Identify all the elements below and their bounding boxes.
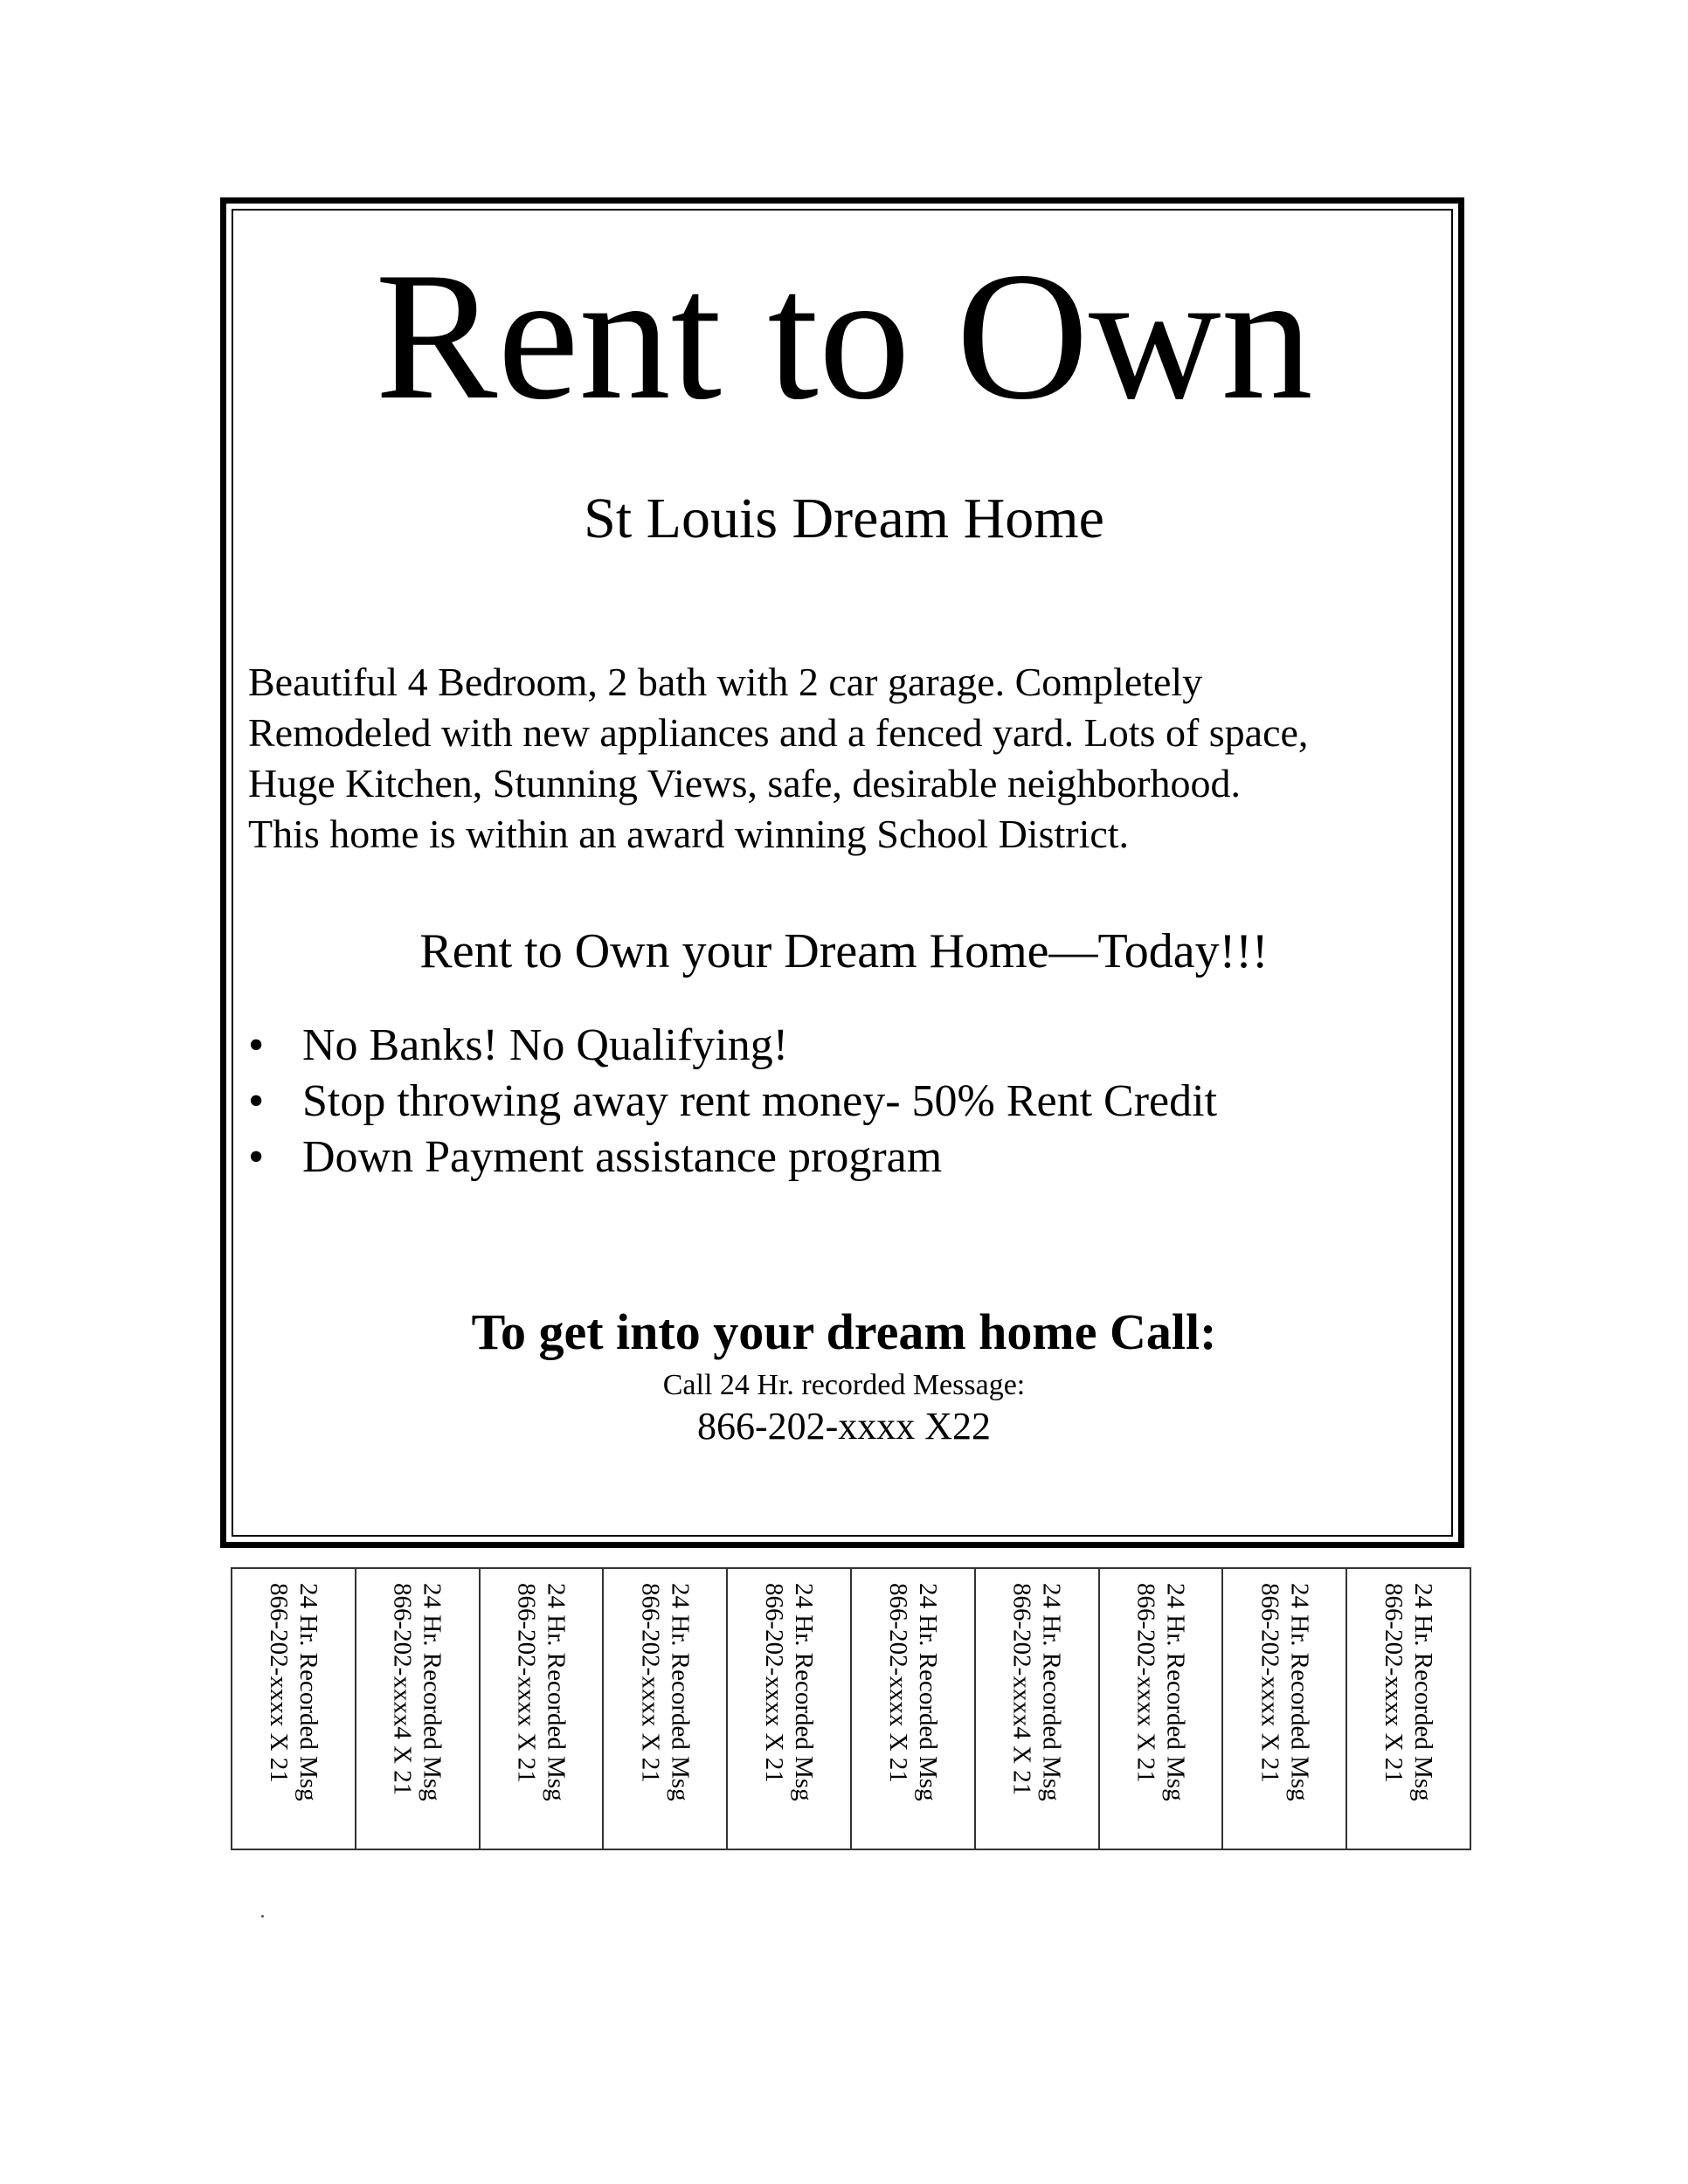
bullet-icon: •	[248, 1132, 265, 1182]
benefit-item	[248, 1018, 1428, 1074]
tear-tab-label: 24 Hr. Recorded Msg	[294, 1583, 322, 1801]
tear-tab-text	[264, 1583, 323, 1801]
benefit-item	[248, 1130, 1428, 1185]
tear-tab-label: 24 Hr. Recorded Msg	[1285, 1583, 1314, 1801]
tear-off-tabs	[231, 1567, 1471, 1850]
tear-tab[interactable]	[356, 1569, 481, 1849]
tagline: Rent to Own your Dream Home—Today!!!	[419, 924, 1269, 978]
phone-number: 866-202-xxxx X22	[696, 1405, 992, 1448]
bullet-icon: •	[248, 1076, 265, 1126]
bullet-icon: •	[248, 1020, 265, 1070]
tear-tab-phone: 866-202-xxxx4 X 21	[1007, 1583, 1036, 1796]
tear-tab-text	[883, 1583, 943, 1801]
tear-tab-phone: 866-202-xxxx X 21	[1131, 1583, 1160, 1783]
tear-tab-label: 24 Hr. Recorded Msg	[1409, 1583, 1438, 1801]
tear-tab-label: 24 Hr. Recorded Msg	[1161, 1583, 1190, 1801]
stray-dot-mark	[261, 1915, 264, 1918]
tear-tab[interactable]	[232, 1569, 356, 1849]
benefit-item	[248, 1074, 1428, 1130]
benefits-list	[248, 1018, 1428, 1185]
tear-tab-text	[511, 1583, 571, 1801]
tear-tab-label: 24 Hr. Recorded Msg	[913, 1583, 942, 1801]
tear-tab-text	[1131, 1583, 1190, 1801]
tear-tab-phone: 866-202-xxxx X 21	[883, 1583, 912, 1783]
tear-tab[interactable]	[852, 1569, 976, 1849]
description-line: Beautiful 4 Bedroom, 2 bath with 2 car garage. Completely	[248, 660, 1203, 704]
tear-tab-text	[1255, 1583, 1314, 1801]
tear-tab[interactable]	[728, 1569, 852, 1849]
tear-tab-label: 24 Hr. Recorded Msg	[418, 1583, 446, 1801]
benefit-text: Stop throwing away rent money- 50% Rent Credit	[302, 1076, 1218, 1126]
tear-tab-text	[388, 1583, 447, 1801]
tear-tab[interactable]	[1223, 1569, 1347, 1849]
tear-tab[interactable]	[604, 1569, 728, 1849]
tear-tab-label: 24 Hr. Recorded Msg	[790, 1583, 819, 1801]
tear-tab-label: 24 Hr. Recorded Msg	[542, 1583, 571, 1801]
tear-tab-text	[759, 1583, 819, 1801]
tear-tab-phone: 866-202-xxxx X 21	[1380, 1583, 1408, 1783]
description-line: Huge Kitchen, Stunning Views, safe, desirable neighborhood.	[248, 761, 1241, 805]
tear-tab-phone: 866-202-xxxx X 21	[1256, 1583, 1284, 1783]
subtitle: St Louis Dream Home	[584, 487, 1104, 550]
property-description	[248, 657, 1454, 860]
tear-tab-text	[1379, 1583, 1438, 1801]
tear-tab[interactable]	[976, 1569, 1100, 1849]
tear-tab[interactable]	[481, 1569, 605, 1849]
call-note: Call 24 Hr. recorded Message:	[662, 1369, 1026, 1401]
tear-tab-phone: 866-202-xxxx X 21	[264, 1583, 293, 1783]
tear-tab[interactable]	[1100, 1569, 1224, 1849]
tear-tab-phone: 866-202-xxxx X 21	[512, 1583, 541, 1783]
benefit-text: No Banks! No Qualifying!	[302, 1020, 789, 1070]
tear-tab-label: 24 Hr. Recorded Msg	[1037, 1583, 1066, 1801]
headline: Rent to Own	[375, 235, 1313, 438]
tear-tab[interactable]	[1347, 1569, 1470, 1849]
benefit-text: Down Payment assistance program	[302, 1132, 943, 1182]
description-line: Remodeled with new appliances and a fenced yard. Lots of space,	[248, 710, 1309, 755]
tear-tab-phone: 866-202-xxxx X 21	[636, 1583, 665, 1783]
tear-tab-phone: 866-202-xxxx X 21	[760, 1583, 789, 1783]
tear-tab-label: 24 Hr. Recorded Msg	[666, 1583, 695, 1801]
tear-tab-text	[635, 1583, 695, 1801]
tear-tab-text	[1007, 1583, 1067, 1801]
call-to-action: To get into your dream home Call:	[471, 1303, 1217, 1360]
description-line: This home is within an award winning School District.	[248, 812, 1130, 856]
tear-tab-phone: 866-202-xxxx4 X 21	[388, 1583, 417, 1796]
